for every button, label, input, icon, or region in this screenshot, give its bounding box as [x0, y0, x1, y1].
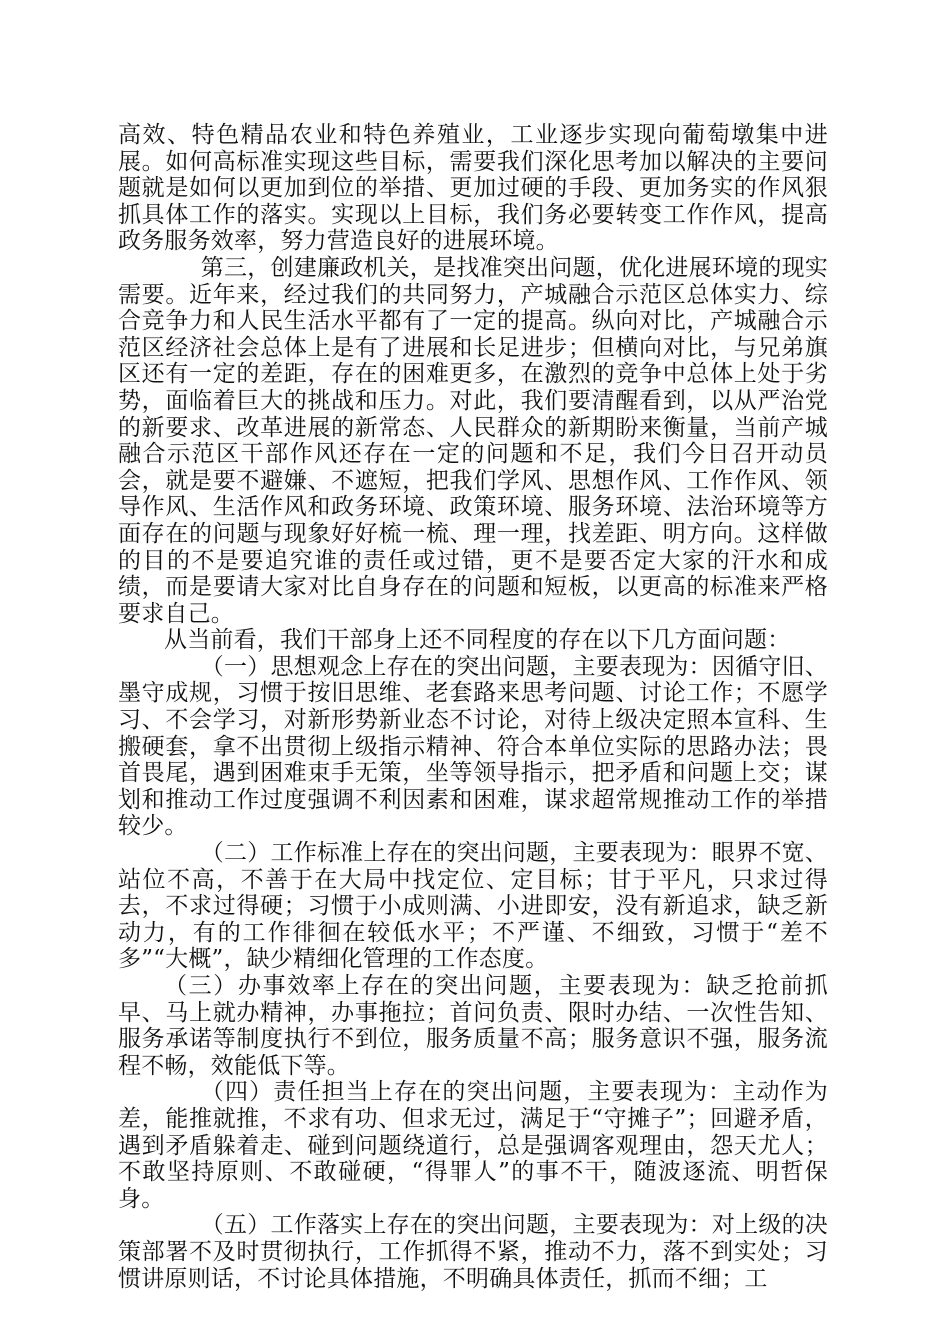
paragraph-problem-4: （四）责任担当上存在的突出问题，主要表现为：主动作为差，能推就推，不求有功、但求无过，满足于“守摊子”；回避矛盾，遇到矛盾躲着走、碰到问题绕道行，总是强调客观理由，怨天尤人；不敢坚持原则、不敢碰硬，“得罪人”的事不干，随波逐流、明哲保身。: [118, 1079, 828, 1212]
document-body: [118, 122, 828, 1292]
paragraph-problems-intro: 从当前看，我们干部身上还不同程度的存在以下几方面问题：: [164, 627, 791, 654]
paragraph-problem-3: （三）办事效率上存在的突出问题，主要表现为：缺乏抢前抓早、马上就办精神，办事拖拉；首问负责、限时办结、一次性告知、服务承诺等制度执行不到位，服务质量不高；服务意识不强，服务流程不畅，效能低下等。: [118, 973, 828, 1079]
paragraph-continuation: 高效、特色精品农业和特色养殖业，工业逐步实现向葡萄墩集中进展。如何高标准实现这些目标，需要我们深化思考加以解决的主要问题就是如何以更加到位的举措、更加过硬的手段、更加务实的作风狠抓具体工作的落实。实现以上目标，我们务必要转变工作作风，提高政务服务效率，努力营造良好的进展环境。: [118, 122, 828, 255]
paragraph-problem-2: （二）工作标准上存在的突出问题，主要表现为：眼界不宽、站位不高，不善于在大局中找定位、定目标；甘于平凡，只求过得去，不求过得硬；习惯于小成则满、小进即安，没有新追求，缺乏新动力，有的工作徘徊在较低水平；不严谨、不细致，习惯于“差不多”“大概”，缺少精细化管理的工作态度。: [118, 840, 828, 973]
paragraph-problem-5: （五）工作落实上存在的突出问题，主要表现为：对上级的决策部署不及时贯彻执行，工作抓得不紧，推动不力，落不到实处；习惯讲原则话，不讨论具体措施，不明确具体责任，抓而不细；工: [118, 1212, 828, 1292]
paragraph-third-point: 第三，创建廉政机关，是找准突出问题，优化进展环境的现实需要。近年来，经过我们的共同努力，产城融合示范区总体实力、综合竞争力和人民生活水平都有了一定的提高。纵向对比，产城融合示范区经济社会总体上是有了进展和长足进步；但横向对比，与兄弟旗区还有一定的差距，存在的困难更多，在激烈的竞争中总体上处于劣势，面临着巨大的挑战和压力。对此，我们要清醒看到，以从严治党的新要求、改革进展的新常态、人民群众的新期盼来衡量，当前产城融合示范区干部作风还存在一定的问题和不足，我们今日召开动员会，就是要不避嫌、不遮短，把我们学风、思想作风、工作作风、领导作风、生活作风和政务环境、政策环境、服务环境、法治环境等方面存在的问题与现象好好梳一梳、理一理，找差距、明方向。这样做的目的不是要追究谁的责任或过错，更不是要否定大家的汗水和成绩，而是要请大家对比自身存在的问题和短板，以更高的标准来严格要求自己。: [118, 254, 828, 627]
paragraph-problem-1: （一）思想观念上存在的突出问题，主要表现为：因循守旧、墨守成规，习惯于按旧思维、老套路来思考问题、讨论工作；不愿学习、不会学习，对新形势新业态不讨论，对待上级决定照本宣科、生搬硬套，拿不出贯彻上级指示精神、符合本单位实际的思路办法；畏首畏尾，遇到困难束手无策，坐等领导指示，把矛盾和问题上交；谋划和推动工作过度强调不利因素和困难，谋求超常规推动工作的举措较少。: [118, 653, 828, 840]
